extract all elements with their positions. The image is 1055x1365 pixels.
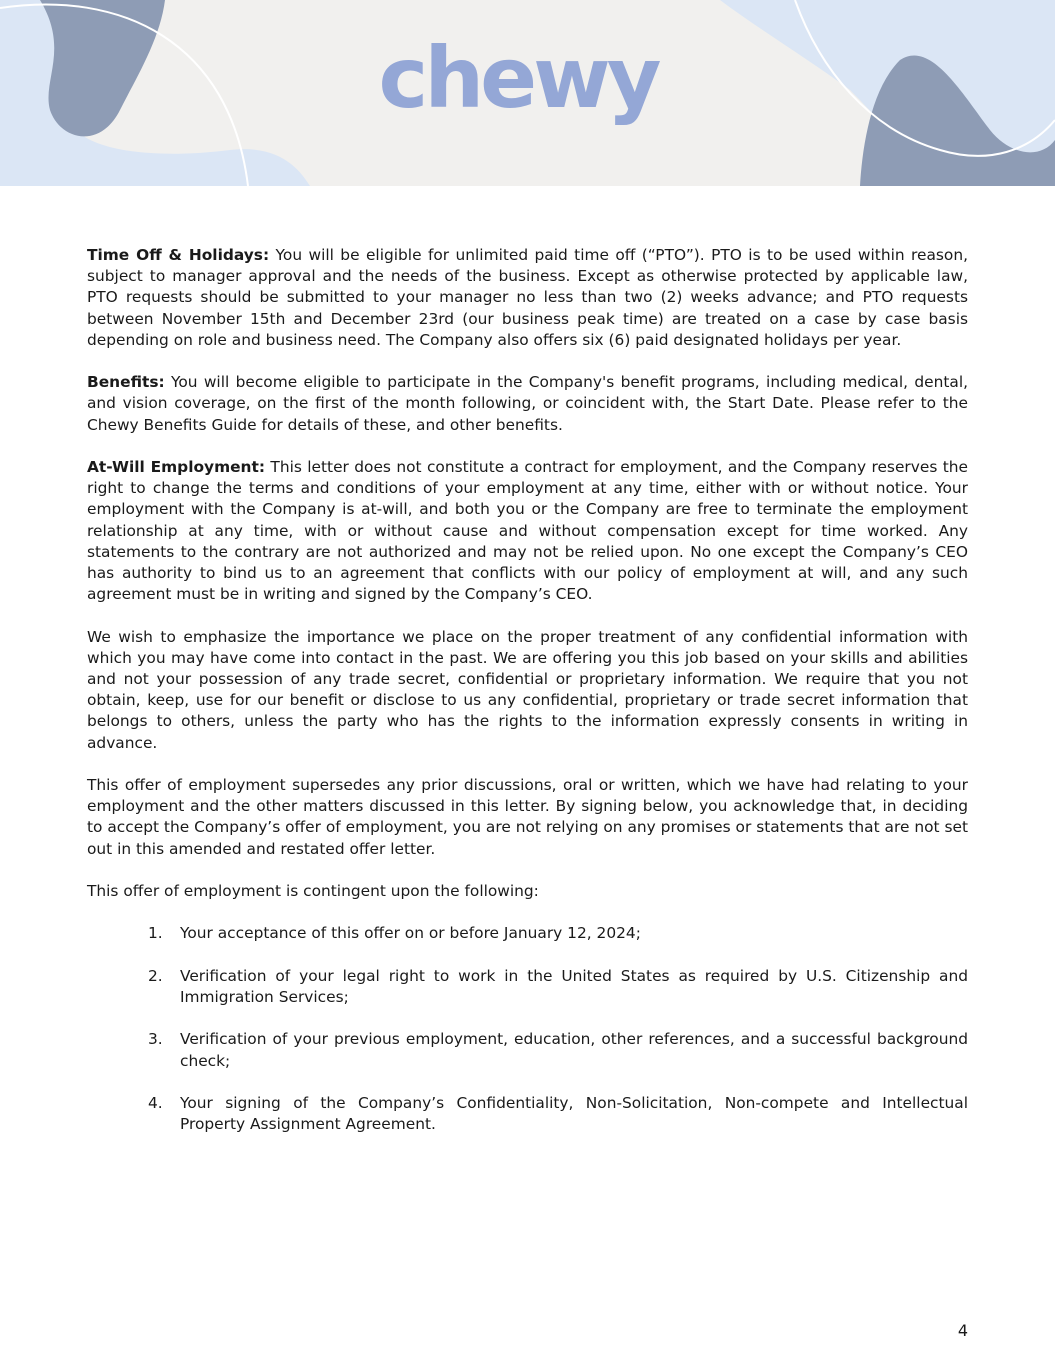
- left-slate-blob: [40, 0, 165, 136]
- contingent-intro: This offer of employment is contingent upon the following:: [87, 882, 539, 901]
- list-item-number: 4.: [148, 1093, 163, 1112]
- time-off-heading: Time Off & Holidays:: [87, 246, 270, 264]
- contingency-list: [87, 923, 968, 1135]
- at-will-heading: At-Will Employment:: [87, 458, 266, 476]
- at-will-paragraph: [87, 457, 968, 605]
- list-item: [87, 1093, 968, 1135]
- list-item-number: 2.: [148, 966, 163, 985]
- benefits-paragraph: [87, 372, 968, 436]
- list-item-text: Your signing of the Company’s Confidentiality, Non-Solicitation, Non-compete and Intellectual Property Assignment Agreement.: [180, 1093, 968, 1134]
- page-number: 4: [957, 1321, 968, 1340]
- at-will-text: This letter does not constitute a contract for employment, and the Company reserves the right to change the terms and conditions of your employment at any time, either with or without notice. Your employment with the Company is at-will, and both you or the Company are free to terminate the employment relationship at any time, with or without cause and without compensation except for time worked. Any statements to the contrary are not authorized and may not be relied upon. No one except the Company’s CEO has authority to bind us to an agreement that conflicts with our policy of employment at will, and any such agreement must be in writing and signed by the Company’s CEO.: [87, 458, 968, 604]
- confidential-information-paragraph: We wish to emphasize the importance we place on the proper treatment of any confidential information with which you may have come into contact in the past. We are offering you this job based on your skills and abilities and not your possession of any trade secret, confidential or proprietary information. We require that you not obtain, keep, use for our benefit or disclose to us any confidential, proprietary or trade secret information that belongs to others, unless the party who has the rights to the information expressly consents in writing in advance.: [87, 627, 968, 752]
- letter-body: [87, 245, 968, 1157]
- benefits-heading: Benefits:: [87, 373, 165, 392]
- list-item: [87, 966, 968, 1008]
- chewy-logo: chewy: [378, 29, 658, 127]
- list-item-text: Your acceptance of this offer on or before January 12, 2024;: [180, 924, 641, 943]
- list-item-text: Verification of your legal right to work in the United States as required by U.S. Citizenship and Immigration Services;: [180, 966, 968, 1006]
- list-item-number: 3.: [148, 1030, 163, 1049]
- benefits-text: You will become eligible to participate in the Company's benefit programs, including medical, dental, and vision coverage, on the first of the month following, or coincident with, the Start Date. Please refer to the Chewy Benefits Guide for details of these, and other benefits.: [87, 373, 968, 434]
- list-item-text: Verification of your previous employment, education, other references, and a successful background check;: [180, 1030, 968, 1070]
- list-item: [87, 1029, 968, 1071]
- list-item: [87, 923, 968, 944]
- letterhead-banner: [0, 0, 1055, 186]
- time-off-text: You will be eligible for unlimited paid time off (“PTO”). PTO is to be used within reason, subject to manager approval and the needs of the business. Except as otherwise protected by applicable law, PTO requests should be submitted to your manager no less than two (2) weeks advance; and PTO requests between November 15th and December 23rd (our business peak time) are treated on a case by case basis depending on role and business need. The Company also offers six (6) paid designated holidays per year.: [87, 246, 968, 349]
- supersede-paragraph: This offer of employment supersedes any prior discussions, oral or written, which we have had relating to your employment and the other matters discussed in this letter. By signing below, you acknowledge that, in deciding to accept the Company’s offer of employment, you are not relying on any promises or statements that are not set out in this amended and restated offer letter.: [87, 776, 968, 858]
- list-item-number: 1.: [148, 924, 163, 943]
- time-off-paragraph: [87, 245, 968, 351]
